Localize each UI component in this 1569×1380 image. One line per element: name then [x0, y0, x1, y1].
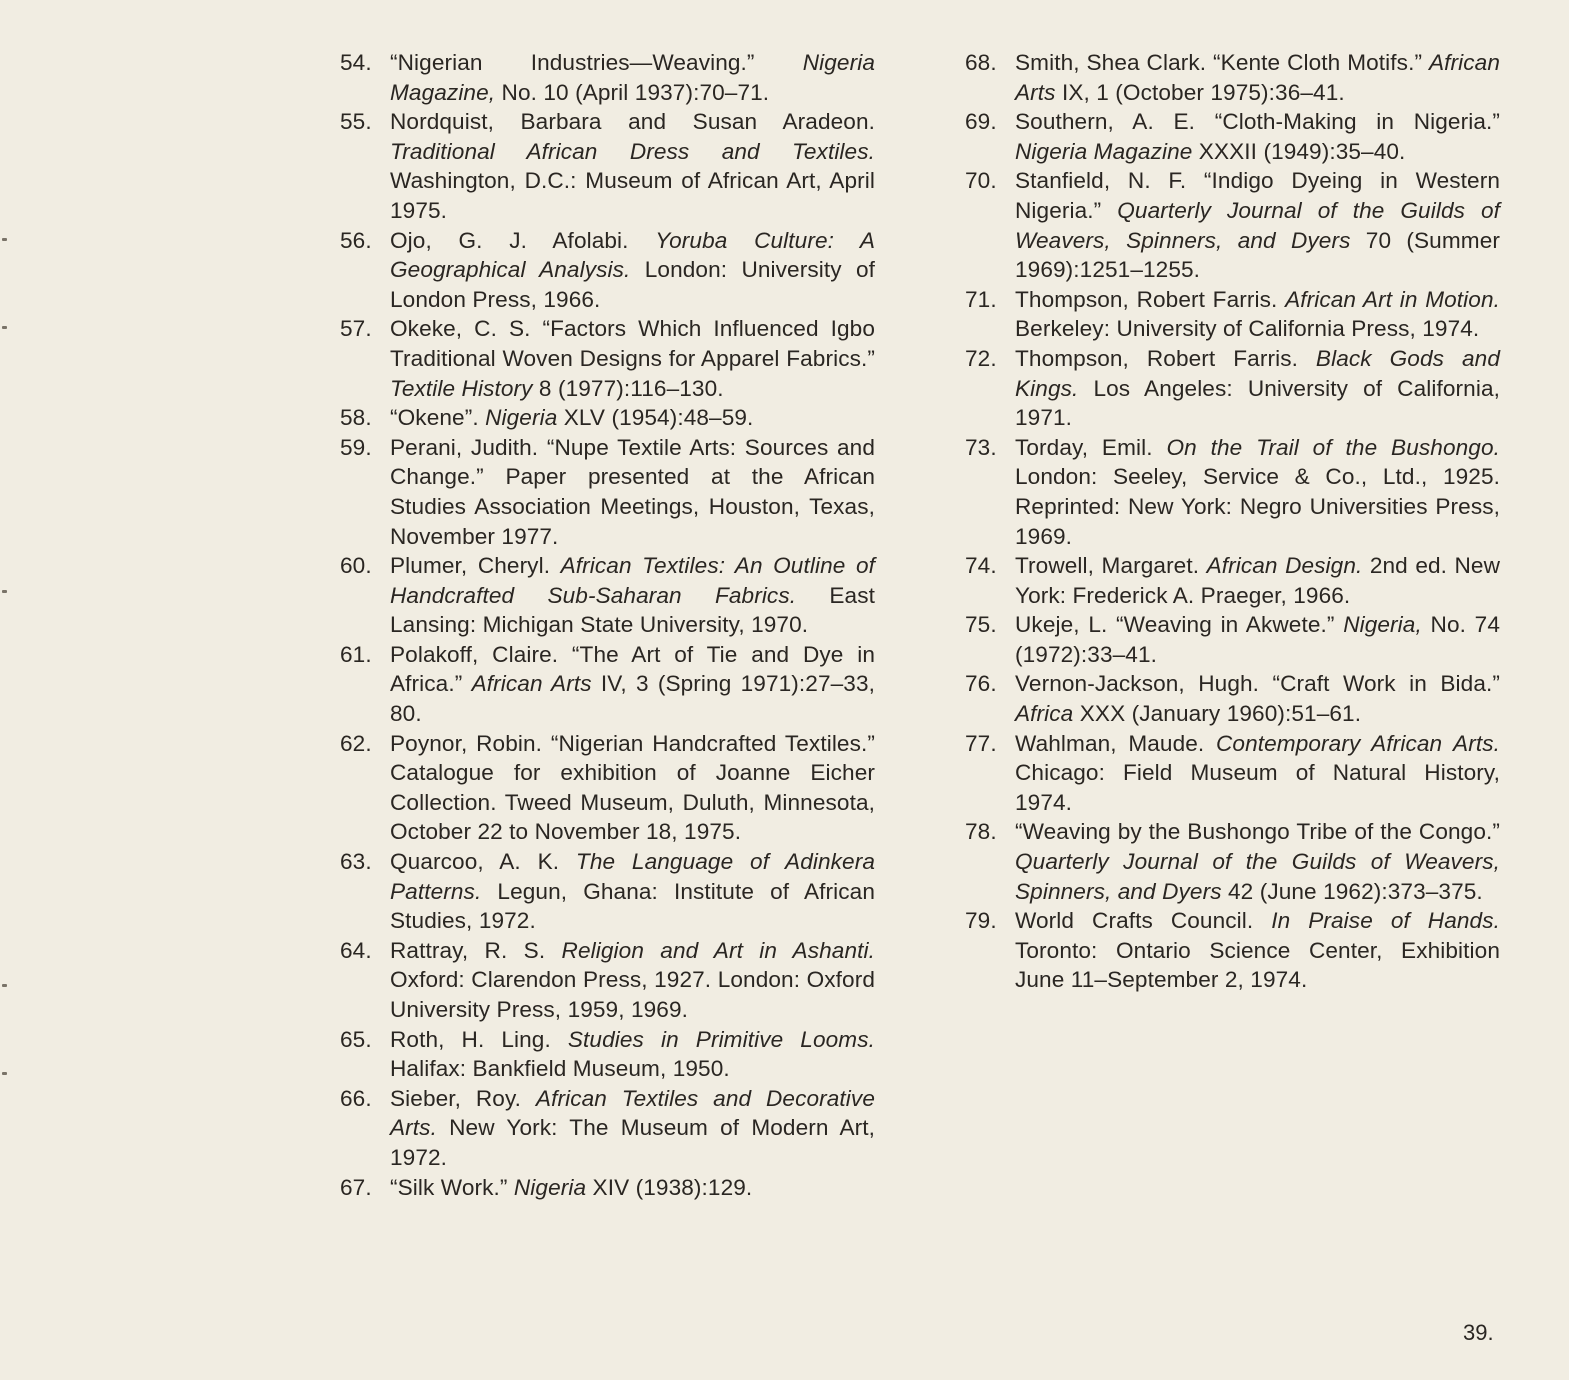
margin-mark: [2, 326, 7, 329]
bibliography-entry: [340, 403, 875, 433]
bibliography-entry: [340, 729, 875, 847]
bibliography-entry: [340, 433, 875, 551]
bibliography-entry: [965, 344, 1500, 433]
entry-text: [390, 314, 875, 403]
entry-text-segment: XIV (1938):129.: [586, 1174, 753, 1200]
entry-text-segment: World Crafts Council.: [1015, 908, 1272, 934]
entry-text-segment: Torday, Emil.: [1015, 434, 1167, 460]
entry-title-italic: Textile History: [390, 375, 533, 401]
entry-title-italic: Nigeria Magazine,: [390, 50, 875, 105]
entry-text: [1015, 48, 1500, 107]
entry-text: [1015, 107, 1500, 166]
entry-number: 71.: [965, 286, 997, 312]
entry-text-segment: London: University of London Press, 1966.: [390, 257, 875, 312]
bibliography-column-right: [965, 48, 1500, 995]
entry-text: [390, 1025, 875, 1084]
entry-number: 63.: [340, 849, 372, 875]
entry-text-segment: Sieber, Roy.: [390, 1085, 536, 1111]
entry-text-segment: 2nd ed. New York: Frederick A. Praeger, 1966.: [1015, 553, 1500, 608]
entry-text-segment: Smith, Shea Clark. “Kente Cloth Motifs.”: [1015, 50, 1429, 75]
entry-text-segment: Halifax: Bankfield Museum, 1950.: [390, 1056, 730, 1082]
entry-number: 79.: [965, 908, 997, 934]
entry-title-italic: Religion and Art in Ashanti.: [561, 937, 875, 963]
entry-text: [390, 1084, 875, 1173]
entry-title-italic: African Design.: [1206, 553, 1363, 579]
entry-number: 59.: [340, 434, 372, 460]
entry-number: 73.: [965, 434, 997, 460]
entry-title-italic: In Praise of Hands.: [1271, 908, 1500, 934]
page-number: 39.: [1463, 1320, 1494, 1345]
bibliography-entry: [965, 729, 1500, 818]
bibliography-entry: [340, 1173, 875, 1203]
entry-text-segment: Polakoff, Claire. “The Art of Tie and Dye in Africa.”: [390, 641, 875, 697]
entry-text-segment: Perani, Judith. “Nupe Textile Arts: Sources and Change.” Paper presented at the African Studies Association Meetings, Houston, Texas, November 1977.: [390, 434, 875, 549]
entry-text-segment: Legun, Ghana: Institute of African Studies, 1972.: [390, 878, 875, 934]
entry-text-segment: Vernon-Jackson, Hugh. “Craft Work in Bida.”: [1015, 671, 1500, 697]
entry-text-segment: Berkeley: University of California Press, 1974.: [1015, 316, 1480, 342]
entry-number: 68.: [965, 50, 997, 75]
margin-mark: [2, 590, 7, 593]
entry-number: 67.: [340, 1174, 372, 1200]
entry-title-italic: African Textiles: An Outline of Handcrafted Sub-Saharan Fabrics.: [390, 553, 875, 608]
entry-title-italic: Quarterly Journal of the Guilds of Weavers, Spinners, and Dyers: [1015, 849, 1500, 904]
entry-text: [1015, 906, 1500, 995]
entry-title-italic: Yoruba Culture: A Geographical Analysis.: [390, 227, 875, 283]
entry-text-segment: Thompson, Robert Farris.: [1015, 286, 1286, 312]
entry-number: 58.: [340, 405, 372, 431]
entry-number: 54.: [340, 50, 372, 75]
bibliography-column-left: [340, 48, 875, 1202]
bibliography-entry: [965, 285, 1500, 344]
entry-text-segment: New York: The Museum of Modern Art, 1972.: [390, 1115, 875, 1170]
entry-text-segment: Plumer, Cheryl.: [390, 553, 561, 579]
entry-text-segment: 42 (June 1962):373–375.: [1221, 878, 1483, 904]
bibliography-entry: [965, 669, 1500, 728]
bibliography-entry: [340, 640, 875, 729]
entry-number: 76.: [965, 671, 997, 697]
entry-text-segment: Stanfield, N. F. “Indigo Dyeing in Western Nigeria.”: [1015, 168, 1500, 223]
entry-text-segment: 8 (1977):116–130.: [532, 375, 724, 401]
entry-text-segment: XXX (January 1960):51–61.: [1073, 701, 1362, 727]
entry-text-segment: Chicago: Field Museum of Natural History, 1974.: [1015, 760, 1500, 815]
entry-text: [390, 640, 875, 729]
entry-number: 72.: [965, 345, 997, 371]
entry-text-segment: Rattray, R. S.: [390, 937, 562, 963]
entry-text: [390, 551, 875, 640]
bibliography-entry: [340, 226, 875, 315]
entry-text-segment: XLV (1954):48–59.: [557, 405, 754, 431]
entry-text-segment: IX, 1 (October 1975):36–41.: [1055, 79, 1345, 105]
entry-text: [390, 847, 875, 936]
entry-text-segment: Trowell, Margaret.: [1015, 553, 1207, 579]
entry-text-segment: “Okene”.: [390, 405, 486, 431]
entry-number: 75.: [965, 612, 997, 638]
entry-text: [1015, 433, 1500, 551]
bibliography-entry: [340, 1025, 875, 1084]
entry-title-italic: Black Gods and Kings.: [1015, 345, 1500, 401]
entry-number: 61.: [340, 641, 372, 667]
entry-title-italic: African Art in Motion.: [1285, 286, 1500, 312]
bibliography-entry: [965, 817, 1500, 906]
entry-number: 77.: [965, 730, 997, 756]
entry-title-italic: On the Trail of the Bushongo.: [1166, 434, 1500, 460]
entry-number: 69.: [965, 109, 997, 135]
entry-title-italic: African Arts: [1015, 50, 1500, 105]
bibliography-entry: [340, 314, 875, 403]
entry-text-segment: Poynor, Robin. “Nigerian Handcrafted Textiles.” Catalogue for exhibition of Joanne Eicher Collection. Tweed Museum, Duluth, Minnesota, October 22 to November 18, 1975.: [390, 730, 875, 845]
bibliography-entry: [965, 166, 1500, 284]
entry-text-segment: London: Seeley, Service & Co., Ltd., 1925. Reprinted: New York: Negro Universities Press, 1969.: [1015, 464, 1500, 549]
entry-text: [390, 433, 875, 551]
entry-number: 62.: [340, 730, 372, 756]
entry-title-italic: Contemporary African Arts.: [1215, 730, 1500, 756]
entry-text: [1015, 344, 1500, 433]
bibliography-entry: [340, 1084, 875, 1173]
entry-number: 70.: [965, 168, 997, 194]
entry-text-segment: Southern, A. E. “Cloth-Making in Nigeria.”: [1015, 109, 1500, 135]
entry-text-segment: Wahlman, Maude.: [1015, 730, 1216, 756]
entry-text-segment: No. 74 (1972):33–41.: [1015, 612, 1501, 667]
entry-text-segment: “Nigerian Industries—Weaving.”: [390, 50, 803, 75]
entry-text-segment: Toronto: Ontario Science Center, Exhibition June 11–September 2, 1974.: [1015, 937, 1500, 993]
entry-text: [1015, 610, 1500, 669]
margin-mark: [2, 984, 7, 987]
entry-number: 64.: [340, 937, 372, 963]
entry-text: [1015, 285, 1500, 344]
bibliography-entry: [340, 48, 875, 107]
entry-title-italic: Nigeria: [513, 1174, 587, 1200]
entry-number: 56.: [340, 227, 372, 253]
entry-text-segment: 70 (Summer 1969):1251–1255.: [1015, 227, 1500, 283]
bibliography-entry: [340, 847, 875, 936]
entry-text-segment: Okeke, C. S. “Factors Which Influenced Igbo Traditional Woven Designs for Apparel Fabrics.”: [390, 316, 875, 371]
entry-text-segment: East Lansing: Michigan State University, 1970.: [390, 582, 875, 638]
entry-text: [1015, 817, 1500, 906]
margin-mark: [2, 1072, 7, 1075]
entry-text-segment: Roth, H. Ling.: [390, 1026, 568, 1052]
entry-text-segment: “Weaving by the Bushongo Tribe of the Congo.”: [1015, 819, 1500, 845]
entry-text-segment: “Silk Work.”: [390, 1174, 514, 1200]
entry-text-segment: XXXII (1949):35–40.: [1192, 138, 1406, 164]
entry-text: [1015, 729, 1500, 818]
entry-number: 55.: [340, 109, 372, 135]
entry-number: 78.: [965, 819, 997, 845]
entry-text-segment: No. 10 (April 1937):70–71.: [495, 79, 770, 105]
entry-text: [390, 403, 875, 433]
entry-text-segment: Nordquist, Barbara and Susan Aradeon.: [390, 109, 875, 135]
entry-title-italic: Nigeria,: [1343, 612, 1422, 638]
entry-number: 57.: [340, 316, 372, 342]
entry-number: 60.: [340, 553, 372, 579]
entry-title-italic: Traditional African Dress and Textiles.: [390, 138, 875, 164]
entry-title-italic: African Textiles and Decorative Arts.: [390, 1085, 875, 1141]
entry-title-italic: Nigeria: [485, 405, 558, 431]
bibliography-entry: [965, 107, 1500, 166]
entry-text-segment: IV, 3 (Spring 1971):27–33, 80.: [390, 671, 875, 727]
entry-number: 66.: [340, 1085, 372, 1111]
bibliography-entry: [965, 433, 1500, 551]
bibliography-entry: [340, 551, 875, 640]
entry-text: [1015, 166, 1500, 284]
entry-text: [390, 226, 875, 315]
entry-title-italic: Quarterly Journal of the Guilds of Weavers, Spinners, and Dyers: [1015, 197, 1501, 253]
entry-text: [390, 107, 875, 225]
entry-text: [1015, 551, 1500, 610]
entry-number: 74.: [965, 553, 997, 579]
entry-text: [390, 48, 875, 107]
entry-text-segment: Quarcoo, A. K.: [390, 849, 576, 875]
margin-mark: [2, 238, 7, 241]
bibliography-entry: [965, 906, 1500, 995]
entry-text: [390, 1173, 875, 1203]
entry-text-segment: Washington, D.C.: Museum of African Art, April 1975.: [390, 168, 875, 223]
entry-text-segment: Thompson, Robert Farris.: [1015, 345, 1316, 371]
entry-text: [390, 729, 875, 847]
entry-title-italic: Studies in Primitive Looms.: [567, 1026, 876, 1052]
bibliography-entry: [965, 551, 1500, 610]
bibliography-entry: [340, 936, 875, 1025]
entry-title-italic: African Arts: [471, 671, 592, 697]
entry-text-segment: Los Angeles: University of California, 1971.: [1015, 375, 1500, 431]
entry-text-segment: Ojo, G. J. Afolabi.: [390, 227, 656, 253]
entry-title-italic: Nigeria Magazine: [1015, 138, 1193, 164]
bibliography-entry: [965, 610, 1500, 669]
bibliography-entry: [965, 48, 1500, 107]
entry-text-segment: Oxford: Clarendon Press, 1927. London: Oxford University Press, 1959, 1969.: [390, 967, 875, 1022]
entry-text-segment: Ukeje, L. “Weaving in Akwete.”: [1015, 612, 1344, 638]
entry-number: 65.: [340, 1026, 372, 1052]
entry-title-italic: The Language of Adinkera Patterns.: [390, 849, 875, 904]
entry-text: [1015, 669, 1500, 728]
bibliography-entry: [340, 107, 875, 225]
entry-title-italic: Africa: [1015, 701, 1074, 727]
entry-text: [390, 936, 875, 1025]
